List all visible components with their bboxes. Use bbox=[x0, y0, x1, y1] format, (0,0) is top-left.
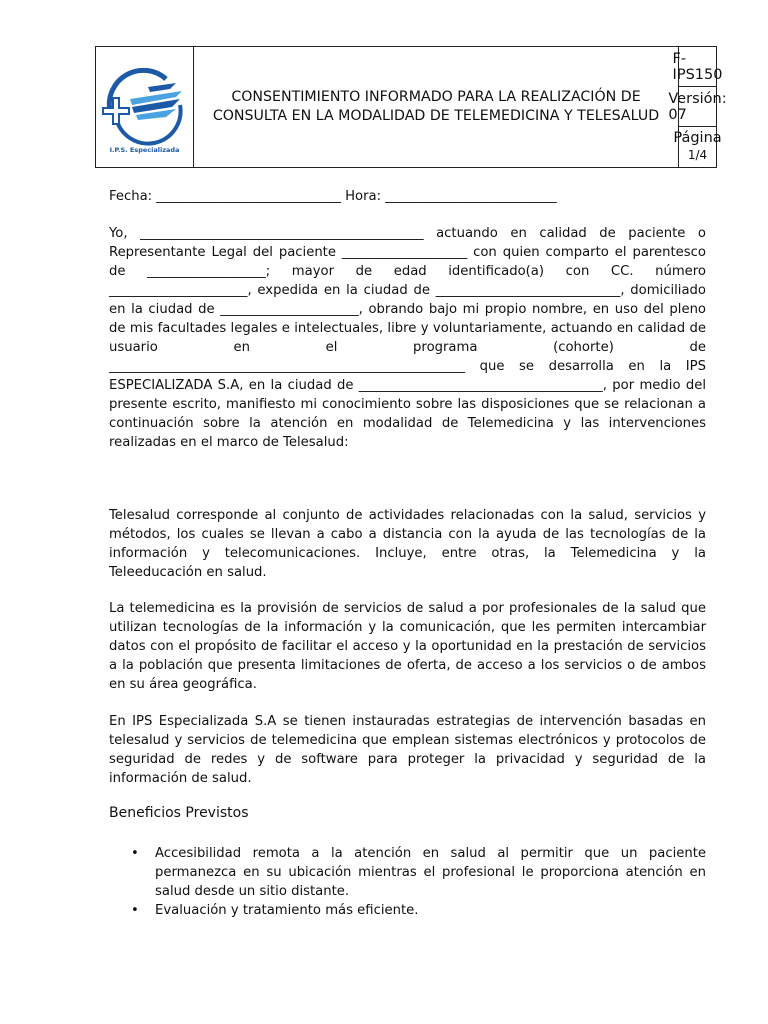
list-item bbox=[109, 901, 706, 920]
bullet-icon: • bbox=[131, 903, 139, 918]
logo-caption: I.P.S. Especializada bbox=[109, 146, 180, 154]
consent-paragraph: Yo, ___________________________________________ actuando en calidad de paciente o Representante Legal del paciente ___________________ con quien comparto el parentesco de __________________; mayor de edad identificado(a) con CC. número _____________________, expedida en la ciudad de ____________________________, domiciliado en la ciudad de _____________________, obrando bajo mi propio nombre, en uso del pleno de mis facultades legales e intelectuales, libre y voluntariamente, actuando en calidad de usuario en el programa (cohorte) de ______________________________________________________ que se desarrolla en la IPS ESPECIALIZADA S.A, en la ciudad de _____________________________________, por medio del presente escrito, manifiesto mi conocimiento sobre las disposiciones que se relacionan a continuación sobre la atención en modalidad de Telemedicina y las intervenciones realizadas en el marco de Telesalud: bbox=[109, 226, 706, 450]
document-version: Versión: 07 bbox=[679, 87, 716, 127]
document-header-table bbox=[95, 46, 727, 168]
list-item-text: Accesibilidad remota a la atención en salud al permitir que un paciente permanezca en su ubicación mientras el profesional le proporciona atención en salud desde un sitio distante. bbox=[155, 846, 706, 899]
benefits-heading: Beneficios Previstos bbox=[109, 805, 249, 821]
ips-logo-icon bbox=[96, 47, 192, 147]
document-code: F-IPS150 bbox=[679, 47, 716, 87]
fecha-hora-line: Fecha: ____________________________ Hora: __________________________ bbox=[109, 189, 557, 204]
document-title: CONSENTIMIENTO INFORMADO PARA LA REALIZACIÓN DE CONSULTA EN LA MODALIDAD DE TELEMEDICINA Y TELESALUD bbox=[194, 47, 679, 167]
telesalud-paragraph: Telesalud corresponde al conjunto de actividades relacionadas con la salud, servicios y métodos, los cuales se llevan a cabo a distancia con la ayuda de las tecnologías de la información y telecomunicaciones. Incluye, entre otras, la Telemedicina y la Teleeducación en salud. bbox=[109, 508, 706, 580]
document-meta bbox=[668, 47, 727, 167]
telemedicina-paragraph: La telemedicina es la provisión de servicios de salud a por profesionales de la salud que utilizan tecnologías de la información y la comunicación, que les permiten intercambiar datos con el propósito de facilitar el acceso y la oportunidad en la prestación de servicios a la población que presenta limitaciones de oferta, de acceso a los servicios o de ambos en su área geográfica. bbox=[109, 601, 706, 692]
benefits-list bbox=[109, 844, 706, 920]
logo-cell bbox=[96, 47, 194, 167]
list-item-text: Evaluación y tratamiento más eficiente. bbox=[155, 903, 419, 918]
list-item bbox=[109, 844, 706, 901]
page-number: 1/4 bbox=[687, 148, 708, 162]
document-page-cell bbox=[673, 127, 722, 167]
bullet-icon: • bbox=[131, 846, 139, 861]
ips-strategy-paragraph: En IPS Especializada S.A se tienen instauradas estrategias de intervención basadas en telesalud y servicios de telemedicina que emplean sistemas electrónicos y protocolos de seguridad de redes y de software para proteger la privacidad y seguridad de la información de salud. bbox=[109, 714, 706, 786]
page-label: Página bbox=[673, 130, 722, 146]
